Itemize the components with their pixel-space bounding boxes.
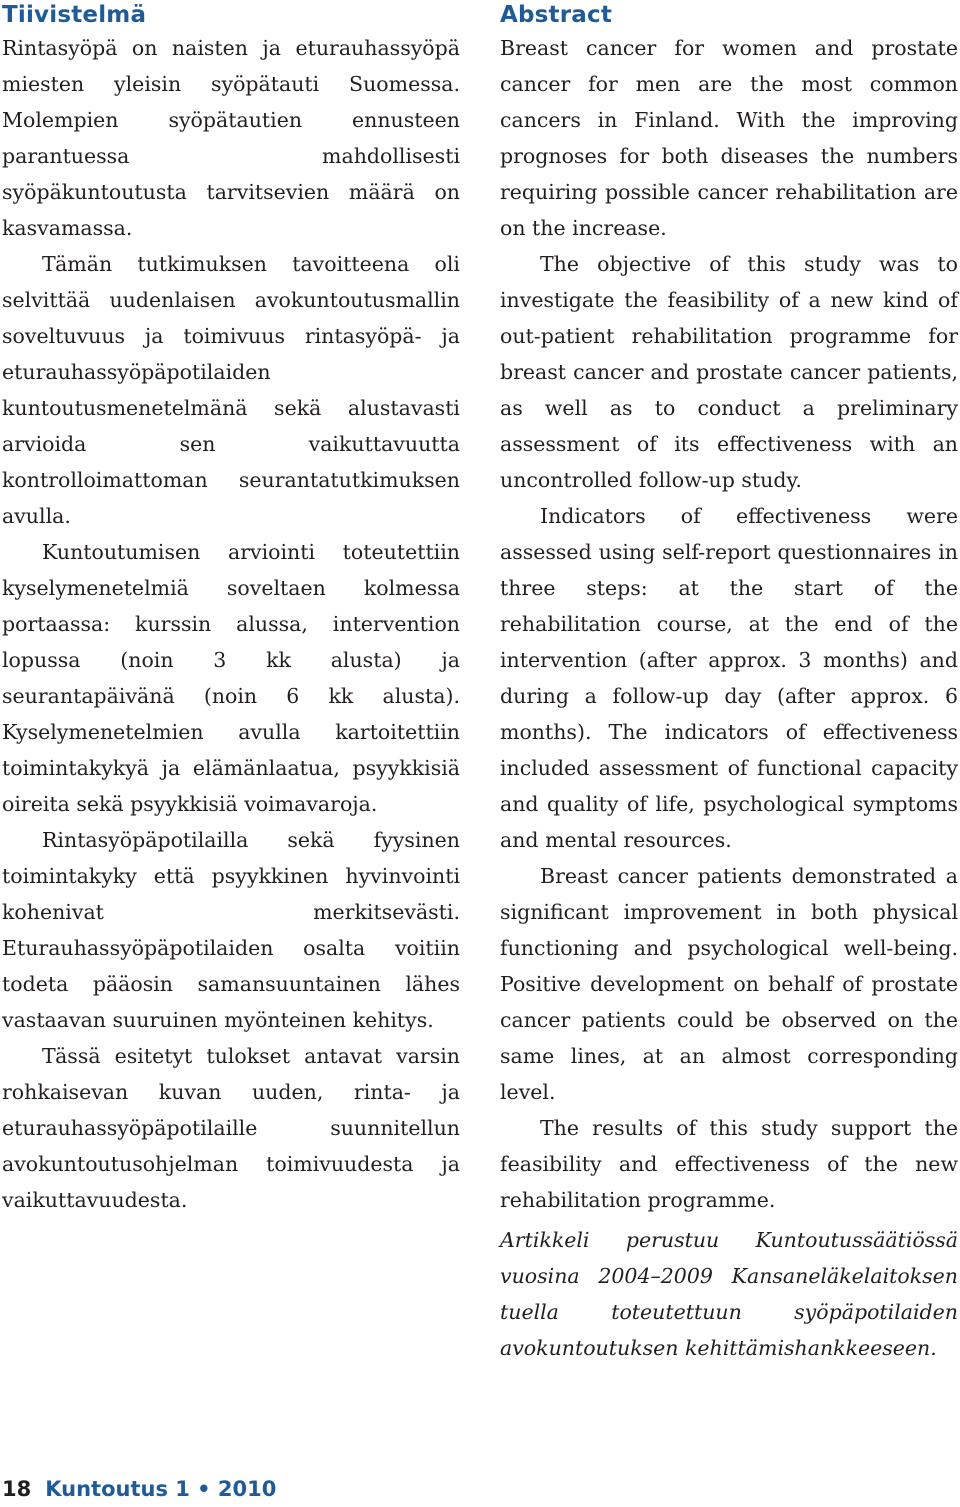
abstract-paragraph: Breast cancer patients demonstrated a significant improvement in both physical functioning and psychological well-being. Positive development on behalf of prostate cancer patients could be observed on the same lines, at an almost corresponding level. bbox=[500, 864, 958, 1104]
article-note: Artikkeli perustuu Kuntoutussäätiössä vuosina 2004–2009 Kansaneläkelaitoksen tuella toteutettuun syöpäpotilaiden avokuntoutuksen kehittämishankkeeseen. bbox=[500, 1228, 958, 1360]
abstract-paragraph: Breast cancer for women and prostate cancer for men are the most common cancers in Finland. With the improving prognoses for both diseases the numbers requiring possible cancer rehabilitation are on the increase. bbox=[500, 36, 958, 240]
abstract-paragraph: Indicators of effectiveness were assessed using self-report questionnaires in three steps: at the start of the rehabilitation course, at the end of the intervention (after approx. 3 months) and during a follow-up day (after approx. 6 months). The indicators of effectiveness included assessment of functional capacity and quality of life, psychological symptoms and mental resources. bbox=[500, 504, 958, 852]
summary-paragraph: Kuntoutumisen arviointi toteutettiin kyselymenetelmiä soveltaen kolmessa portaassa: kurssin alussa, intervention lopussa (noin 3 kk alusta) ja seurantapäivänä (noin 6 kk alusta). Kyselymenetelmien avulla kartoitettiin toimintakykyä ja elämänlaatua, psyykkisiä oireita sekä psyykkisiä voimavaroja. bbox=[2, 540, 460, 816]
finnish-summary-column bbox=[2, 0, 460, 1218]
english-abstract-column bbox=[500, 0, 958, 1218]
summary-paragraph: Tässä esitetyt tulokset antavat varsin rohkaisevan kuvan uuden, rinta- ja eturauhassyöpäpotilaille suunnitellun avokuntoutusohjelman toimivuudesta ja vaikuttavuudesta. bbox=[2, 1044, 460, 1212]
publication-name: Kuntoutus 1 • 2010 bbox=[45, 1477, 277, 1501]
summary-heading: Tiivistelmä bbox=[2, 2, 147, 28]
abstract-paragraph: The results of this study support the feasibility and effectiveness of the new rehabilitation programme. bbox=[500, 1116, 958, 1212]
abstract-heading: Abstract bbox=[500, 2, 613, 28]
abstract-paragraph: The objective of this study was to investigate the feasibility of a new kind of out-patient rehabilitation programme for breast cancer and prostate cancer patients, as well as to conduct a preliminary assessment of its effectiveness with an uncontrolled follow-up study. bbox=[500, 252, 958, 492]
summary-paragraph: Tämän tutkimuksen tavoitteena oli selvittää uudenlaisen avokuntoutusmallin soveltuvuus ja toimivuus rintasyöpä- ja eturauhassyöpäpotilaiden kuntoutusmenetelmänä sekä alustavasti arvioida sen vaikuttavuutta kontrolloimattoman seurantatutkimuksen avulla. bbox=[2, 252, 460, 528]
page-number: 18 bbox=[2, 1477, 32, 1501]
summary-paragraph: Rintasyöpäpotilailla sekä fyysinen toimintakyky että psyykkinen hyvinvointi kohenivat merkitsevästi. Eturauhassyöpäpotilaiden osalta voitiin todeta pääosin samansuuntainen lähes vastaavan suuruinen myönteinen kehitys. bbox=[2, 828, 460, 1032]
summary-paragraph: Rintasyöpä on naisten ja eturauhassyöpä miesten yleisin syöpätauti Suomessa. Molempien syöpätautien ennusteen parantuessa mahdollisesti syöpäkuntoutusta tarvitsevien määrä on kasvamassa. bbox=[2, 36, 460, 240]
page-footer bbox=[2, 1474, 276, 1504]
